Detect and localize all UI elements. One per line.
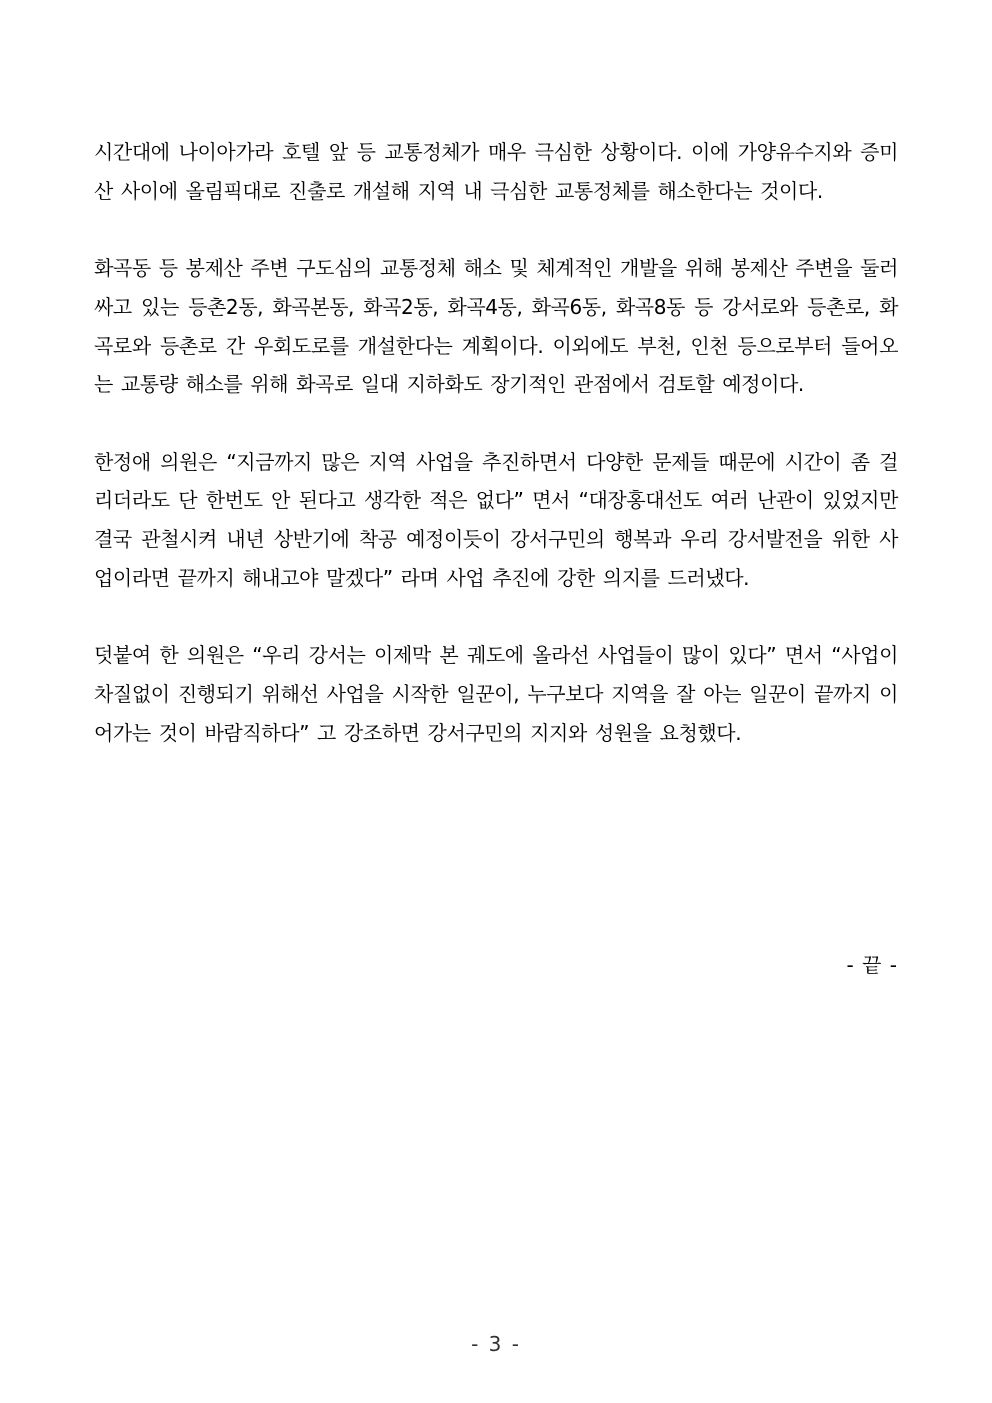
paragraph-3: 한정애 의원은 “지금까지 많은 지역 사업을 추진하면서 다양한 문제들 때문에 시간이 좀 걸리더라도 단 한번도 안 된다고 생각한 적은 없다” 면서 “대장홍대선도 여러 난관이 있었지만 결국 관철시켜 내년 상반기에 착공 예정이듯이 강서구민의 행복과 우리 강서발전을 위한 사업이라면 끝까지 해내고야 말겠다” 라며 사업 추진에 강한 의지를 드러냈다. bbox=[94, 449, 898, 590]
document-body bbox=[94, 133, 898, 752]
paragraph-4: 덧붙여 한 의원은 “우리 강서는 이제막 본 궤도에 올라선 사업들이 많이 있다” 면서 “사업이 차질없이 진행되기 위해선 사업을 시작한 일꾼이, 누구보다 지역을 잘 아는 일꾼이 끝까지 이어가는 것이 바람직하다” 고 강조하면 강서구민의 지지와 성원을 요청했다. bbox=[94, 643, 898, 745]
paragraph-1: 시간대에 나이아가라 호텔 앞 등 교통정체가 매우 극심한 상황이다. 이에 가양유수지와 증미산 사이에 올림픽대로 진출로 개설해 지역 내 극심한 교통정체를 해소한다는 것이다. bbox=[94, 140, 898, 203]
paragraph-2: 화곡동 등 봉제산 주변 구도심의 교통정체 해소 및 체계적인 개발을 위해 봉제산 주변을 둘러싸고 있는 등촌2동, 화곡본동, 화곡2동, 화곡4동, 화곡6동, 화곡8동 등 강서로와 등촌로, 화곡로와 등촌로 간 우회도로를 개설한다는 계획이다. 이외에도 부천, 인천 등으로부터 들어오는 교통량 해소를 위해 화곡로 일대 지하화도 장기적인 관점에서 검토할 예정이다. bbox=[94, 256, 898, 397]
page-number: - 3 - bbox=[471, 1332, 521, 1356]
end-mark: - 끝 - bbox=[846, 953, 898, 977]
